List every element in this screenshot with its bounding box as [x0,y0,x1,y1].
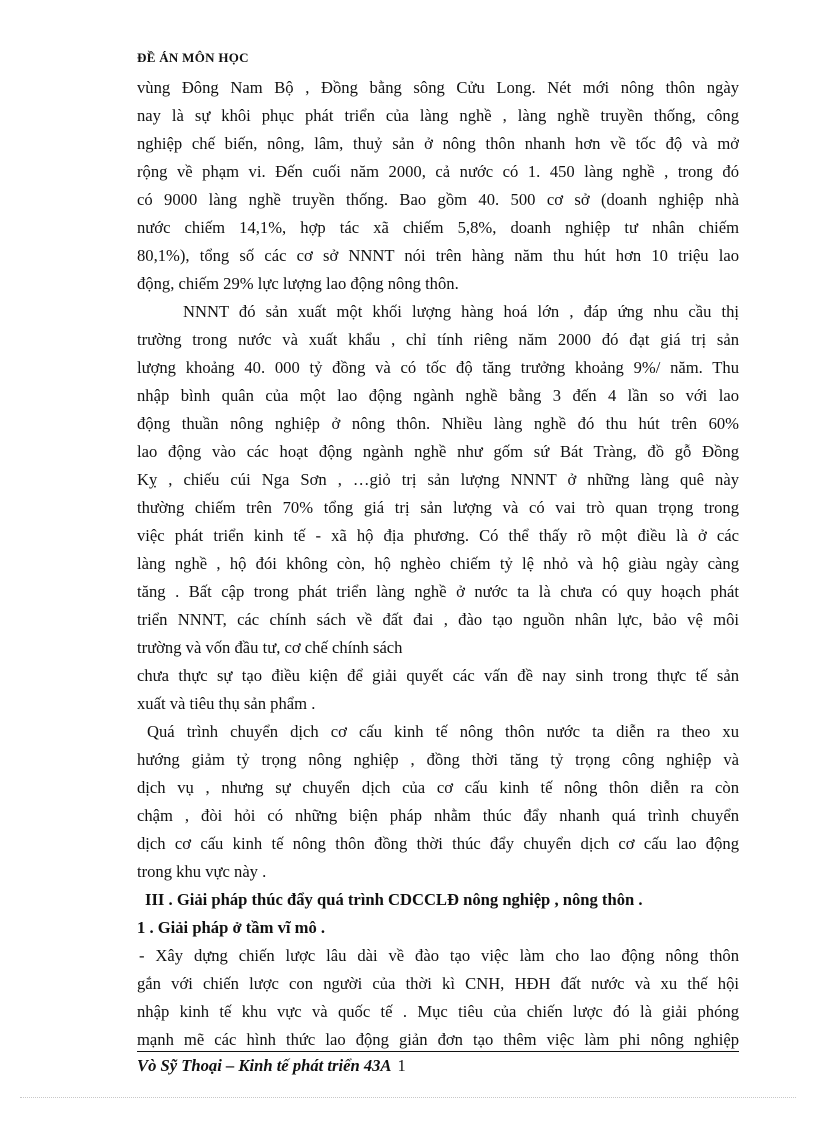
text-line: trường và vốn đầu tư, cơ chế chính sách [137,638,403,657]
text-line: rộng về phạm vi. Đến cuối năm 2000, cả nước có 1. 450 làng nghề , trong đó [137,162,739,181]
bullet-item: - Xây dựng chiến lược lâu dài về đào tạo việc làm cho lao động nông thôn [139,946,739,965]
text-line: trong khu vực này . [137,862,267,881]
footer-author: Vò Sỹ Thoại – Kinh tế phát triển 43A [137,1056,392,1075]
page-footer [137,1056,406,1076]
text-line: dịch vụ , nhưng sự chuyển dịch của cơ cấu kinh tế nông thôn diễn ra còn [137,778,739,797]
paragraph-start: NNNT đó sản xuất một khối lượng hàng hoá lớn , đáp ứng nhu cầu thị [183,302,739,321]
document-header: ĐỀ ÁN MÔN HỌC [137,50,249,65]
text-line: chưa thực sự tạo điều kiện để giải quyết các vấn đề nay sinh trong thực tế sản [137,666,739,685]
page-number: 1 [397,1056,406,1075]
text-line: có 9000 làng nghề truyền thống. Bao gồm 40. 500 cơ sở (doanh nghiệp nhà [137,190,739,209]
text-line: tăng . Bất cập trong phát triển làng nghề ở nước ta là chưa có quy hoạch phát [137,582,739,601]
text-line: thường chiếm trên 70% tổng giá trị sản lượng và có vai trò quan trọng trong [137,498,739,517]
subsection-heading: 1 . Giải pháp ở tầm vĩ mô . [137,918,326,937]
text-line: động thuần nông nghiệp ở nông thôn. Nhiều làng nghề đó thu hút trên 60% [137,414,739,433]
text-line: lao động vào các hoạt động ngành nghề như gốm sứ Bát Tràng, đồ gỗ Đồng [137,442,739,461]
section-heading: III . Giải pháp thúc đẩy quá trình CDCCLĐ nông nghiệp , nông thôn . [145,890,643,909]
text-line: việc phát triển kinh tế - xã hộ địa phương. Có thể thấy rõ một điều là ở các [137,526,739,545]
text-line: gắn với chiến lược con người của thời kì CNH, HĐH đất nước và xu thế hội [137,974,739,993]
text-line: làng nghề , hộ đói không còn, hộ nghèo chiếm tỷ lệ nhỏ và hộ giàu ngày càng [137,554,739,573]
text-line: động, chiếm 29% lực lượng lao động nông thôn. [137,274,459,293]
text-line: nghiệp chế biến, nông, lâm, thuỷ sản ở nông thôn nhanh hơn về tốc độ và mở [137,134,739,153]
text-line: dịch cơ cấu kinh tế nông thôn đồng thời thúc đẩy chuyển dịch cơ cấu lao động [137,834,739,853]
text-line: vùng Đông Nam Bộ , Đồng bằng sông Cửu Long. Nét mới nông thôn ngày [137,78,739,97]
text-line: nhập bình quân của một lao động ngành nghề bằng 3 đến 4 lần so với lao [137,386,739,405]
text-line: mạnh mẽ các hình thức lao động giản đơn tạo thêm việc làm phi nông nghiệp [137,1030,739,1049]
text-line: chậm , đòi hỏi có những biện pháp nhằm thúc đẩy nhanh quá trình chuyển [137,806,739,825]
text-line: triển NNNT, các chính sách về đất đai , đào tạo nguồn nhân lực, bảo vệ môi [137,610,739,629]
text-line: lượng khoảng 40. 000 tỷ đồng và có tốc độ tăng trưởng khoảng 9%/ năm. Thu [137,358,739,377]
footer-divider [137,1051,739,1052]
page-edge-divider [20,1097,796,1098]
text-line: nước chiếm 14,1%, hợp tác xã chiếm 5,8%, doanh nghiệp tư nhân chiếm [137,218,739,237]
text-line: hướng giảm tỷ trọng nông nghiệp , đồng thời tăng tỷ trọng công nghiệp và [137,750,739,769]
text-line: xuất và tiêu thụ sản phẩm . [137,694,316,713]
text-line: trường trong nước và xuất khẩu , chỉ tính riêng năm 2000 đó đạt giá trị sản [137,330,739,349]
body-text [137,74,739,1054]
text-line: nhập kinh tế khu vực và quốc tế . Mục tiêu của chiến lược đó là giải phóng [137,1002,739,1021]
text-line: nay là sự khôi phục phát triển của làng nghề , làng nghề truyền thống, công [137,106,739,125]
text-line: 80,1%), tổng số các cơ sở NNNT nói trên hàng năm thu hút hơn 10 triệu lao [137,246,739,265]
paragraph-start: Quá trình chuyển dịch cơ cấu kinh tế nông thôn nước ta diễn ra theo xu [147,722,739,741]
text-line: Kỵ , chiếu cúi Nga Sơn , …giỏ trị sản lượng NNNT ở những làng quê này [137,470,739,489]
